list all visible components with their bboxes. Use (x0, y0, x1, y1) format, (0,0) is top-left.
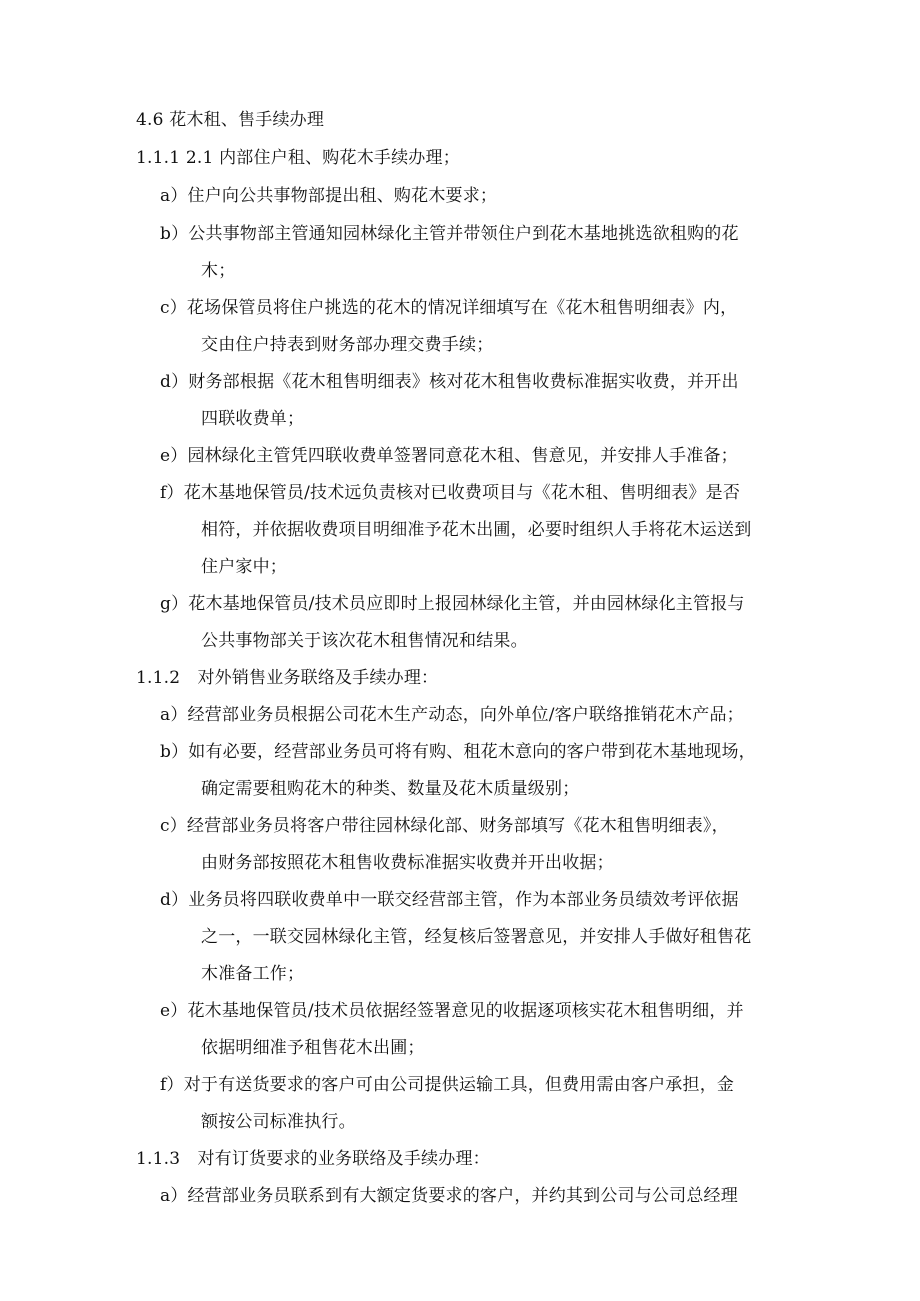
list-item-c-continuation: 交由住户持表到财务部办理交费手续； (201, 335, 494, 355)
list-item-g: g）花木基地保管员/技术员应即时上报园林绿化主管，并由园林绿化主管报与 (160, 594, 745, 614)
list-item-a: a）住户向公共事物部提出租、购花木要求； (160, 186, 498, 206)
list-item-c-continuation: 由财务部按照花木租售收费标准据实收费并开出收据； (201, 853, 614, 873)
section-heading: 4.6 花木租、售手续办理 (136, 110, 325, 130)
subsection-heading: 1.1.2 对外销售业务联络及手续办理： (136, 668, 439, 688)
subsection-heading: 1.1.3 对有订货要求的业务联络及手续办理： (136, 1149, 490, 1169)
list-item-e: e）花木基地保管员/技术员依据经签署意见的收据逐项核实花木租售明细，并 (160, 1001, 744, 1021)
list-item-b-continuation: 木； (201, 261, 236, 281)
list-item-f: f）花木基地保管员/技术远负责核对已收费项目与《花木租、售明细表》是否 (160, 483, 741, 503)
list-item-b-continuation: 确定需要租购花木的种类、数量及花木质量级别； (201, 779, 580, 799)
list-item-a: a）经营部业务员联系到有大额定货要求的客户，并约其到公司与公司总经理 (160, 1186, 738, 1206)
list-item-d-continuation: 之一，一联交园林绿化主管，经复核后签署意见，并安排人手做好租售花 (201, 927, 752, 947)
list-item-f-continuation: 住户家中； (201, 557, 287, 577)
list-item-e-continuation: 依据明细准予租售花木出圃； (201, 1038, 425, 1058)
list-item-f: f）对于有送货要求的客户可由公司提供运输工具，但费用需由客户承担，金 (160, 1075, 735, 1095)
list-item-f-continuation: 相符，并依据收费项目明细准予花木出圃，必要时组织人手将花木运送到 (201, 520, 752, 540)
list-item-a: a）经营部业务员根据公司花木生产动态，向外单位/客户联络推销花木产品； (160, 705, 744, 725)
list-item-c: c）经营部业务员将客户带往园林绿化部、财务部填写《花木租售明细表》， (160, 816, 729, 836)
list-item-e: e）园林绿化主管凭四联收费单签署同意花木租、售意见，并安排人手准备； (160, 446, 738, 466)
list-item-b: b）公共事物部主管通知园林绿化主管并带领住户到花木基地挑选欲租购的花 (160, 224, 739, 244)
list-item-d: d）业务员将四联收费单中一联交经营部主管，作为本部业务员绩效考评依据 (160, 890, 739, 910)
list-item-d: d）财务部根据《花木租售明细表》核对花木租售收费标准据实收费，并开出 (160, 372, 739, 392)
list-item-d-continuation: 木准备工作； (201, 964, 305, 984)
subsection-heading: 1.1.1 2.1 内部住户租、购花木手续办理； (136, 148, 460, 168)
list-item-c: c）花场保管员将住户挑选的花木的情况详细填写在《花木租售明细表》内， (160, 298, 738, 318)
list-item-d-continuation: 四联收费单； (201, 409, 305, 429)
list-item-b: b）如有必要，经营部业务员可将有购、租花木意向的客户带到花木基地现场， (160, 742, 756, 762)
list-item-f-continuation: 额按公司标准执行。 (201, 1112, 356, 1132)
list-item-g-continuation: 公共事物部关于该次花木租售情况和结果。 (201, 631, 528, 651)
